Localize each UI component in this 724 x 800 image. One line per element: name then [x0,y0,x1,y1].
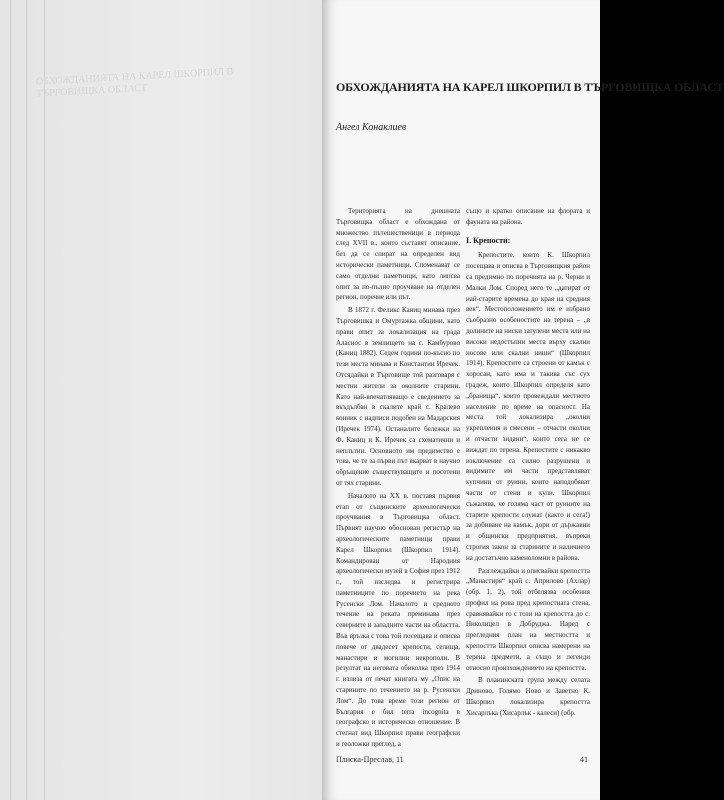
journal-name: Плиска-Преслав, 11 [336,755,404,764]
paragraph: Крепостите, които К. Шкорпил посещава и описва в Търговищкия район са предимно по поречията на р. Черни и Малки Лом. Според него те „датират от най-старите времена до края на средния век“. Местоположението им е избрано съобразно особеностите на терена – „в долините на ниски затулени места или на високи недостъпни места върху скални носове или скални ниши“ (Шкорпил 1914). Крепостите са строени от камък с хоросан, като има и такива със сух градеж, които Шкорпил определя като „бранища“, които провеждали местното население по време на опасност. На места той локализира „околни укрепления и смесени – отчасти околни и отчасти зидани“, които сега не се виждат по терена. Крепостите с никакво изключение са силно разрушени и видимите им части представляват купчини от руини, които наподобяват части от стени и кули. Шкорпил съжалява, че голяма част от руините на старите крепости служат (както и сега!) за добиване на камък, дори от държавни и общински предприятия, въпреки строгия закон за старините и наличието на достатъчно каменоломни в района. [466,251,590,562]
paragraph: Разглеждайки и описвайки крепостта „Манастиря“ край с. Априлово (Ахлар) (обр. 1, 2), той отбелязва особения профил на рова пред крепостната стена, сравнявайки го с този на крепостта до с. Николицел в Добруджа. Наред с прегледния план на местността и крепостта Шкорпил описва намерени на терена предмети, а също и легенди относно произхождението на крепостта. [466,566,590,672]
paragraph: Територията на днешната Търговищка област е обхождана от множество пътешественици в периода след XVII в., които съставят описание, без да се спират на определен вид исторически паметници. Споменават се само отделни паметници, като липсва опит за по-пълно проучване на отделен регион, поречие или път. [336,207,460,302]
left-page-faint-heading: ОБХОЖДАНИЯТА НА КАРЕЛ ШКОРПИЛ В ТЪРГОВИЩКА ОБЛАСТ [36,66,234,100]
section-heading: I. Крепости: [466,235,511,245]
article-author: Ангел Конаклиев [336,122,407,133]
paragraph: В 1872 г. Феликс Каниц минава през Търговишка и Омуртажка общини, като прави опит за локализация на града Аласиос в землището на с. Камбурово (Каниц 1882). Седем години по-късно по тези места минава и Константин Иречек. Отсядайки в Търговище той разговаря с местни жители за околните старини. Като най-впечатляващо е сведението за вкъдълбан в скалите край с. Кралево конник с надписи подобен на Мадарския (Иречек 1974). Останалите бележки на Ф. Каниц и К. Иречек са схематични и неплътни. Основното им предимство е това, че те за първи път вкарват в научно обръщение съществуващите и посетени от тях старини. [336,306,460,487]
page-number: 41 [580,755,588,764]
paragraph: В планинската група между селата Дриново, Голямо Ново и Заветно К. Шкорпил локализира крепостта Хисарлъка (Хисарлък - калеси) (обр. [466,676,590,717]
text-column-right [466,206,590,719]
page-edge [44,0,69,800]
article-title: ОБХОЖДАНИЯТА НА КАРЕЛ ШКОРПИЛ В ТЪРГОВИЩКА ОБЛАСТ [336,80,724,94]
paragraph: Началото на XX в. поставя първия етап от същинските археологически проучвания в Търговищка област. Първият научно обоснован регистър на археологическите паметници прави Карел Шкорпил (Шкорпил 1914). Командирован от Народния археологически музей в София през 1912 г., той изследва и регистрира паметниците по поречието на река Русенски Лом. Началото и средното течение на реката преминава през северните и западните части на областта. Във връзка с това той посещава и описва повече от двадесет крепости, селища, манастири и могилни некрополи. В резултат на неговата обиколка през 1914 г. излиза от печат книгата му „Опис на старините по течението на р. Русенски Лом“. До това време този регион от България е бил terra incognita в географско и историческо отношение. В стегнат вид Шкорпил прави географски и геоложки преглед, а [336,491,460,749]
paragraph: също и кратко описание на флората и фауната на района. [466,207,590,226]
right-page [322,0,724,800]
text-column-left [336,206,460,750]
left-page-stack [0,0,322,800]
